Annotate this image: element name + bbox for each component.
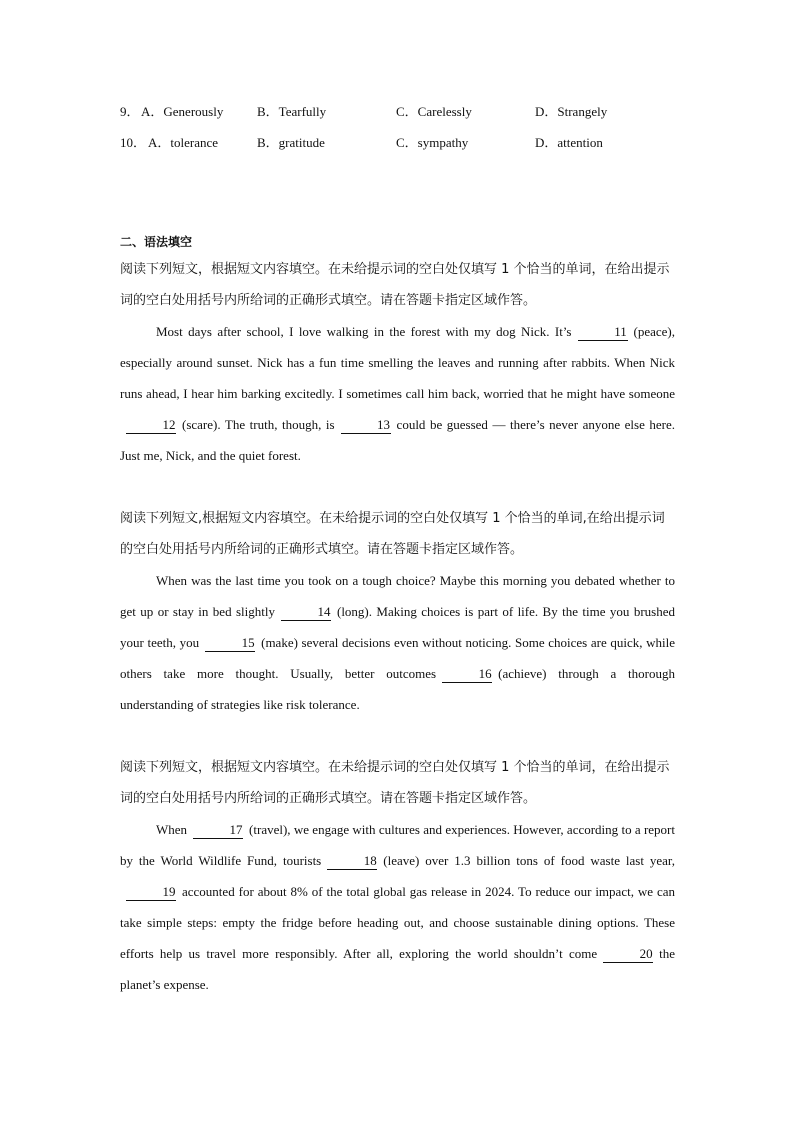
- options-row-10: [120, 133, 680, 153]
- blank-13[interactable]: 13: [341, 417, 391, 434]
- blank-12[interactable]: 12: [126, 417, 176, 434]
- passage-text: (long). Making choices is part of life. By the time you brushed your teeth, you: [120, 604, 675, 650]
- passage-text: could be guessed — there’s never anyone else here. Just me, Nick, and the quiet forest.: [120, 417, 675, 463]
- passage-text: (scare). The truth, though, is: [182, 417, 335, 432]
- passage-text: Most days after school, I love walking in the forest with my dog Nick. It’s: [156, 324, 572, 339]
- option-d: D．attention: [535, 135, 603, 150]
- blank-18[interactable]: 18: [327, 853, 377, 870]
- question-number: 9．: [120, 104, 140, 119]
- instruction-3: 阅读下列短文，根据短文内容填空。在未给提示词的空白处仅填写 1 个恰当的单词，在给出提示词的空白处用括号内所给词的正确形式填空。请在答题卡指定区域作答。: [120, 760, 670, 806]
- blank-11[interactable]: 11: [578, 324, 628, 341]
- blank-15[interactable]: 15: [205, 635, 255, 652]
- option-c: C．sympathy: [396, 135, 469, 150]
- blank-19[interactable]: 19: [126, 884, 176, 901]
- option-b: B．gratitude: [257, 135, 325, 150]
- passage-3: [120, 814, 675, 1000]
- option-d: D．Strangely: [535, 104, 608, 119]
- passage-1: [120, 316, 675, 471]
- option-a: A．tolerance: [148, 135, 219, 150]
- option-c: C．Carelessly: [396, 104, 472, 119]
- option-a: A．Generously: [141, 104, 224, 119]
- options-row-9: [120, 102, 680, 122]
- passage-text: When: [156, 822, 188, 837]
- passage-text: (leave) over 1.3 billion tons of food waste last year,: [383, 853, 675, 868]
- passage-text: (make) several decisions even without noticing. Some choices are quick, while others take more thought. Usually, better outcomes: [120, 635, 675, 681]
- question-number: 10．: [120, 135, 147, 150]
- passage-2: [120, 565, 675, 720]
- blank-16[interactable]: 16: [442, 666, 492, 683]
- blank-17[interactable]: 17: [193, 822, 243, 839]
- passage-text: (peace), especially around sunset. Nick has a fun time smelling the leaves and running after rabbits. When Nick runs ahead, I hear him barking excitedly. I sometimes call him back, worried that he might have someone: [120, 324, 675, 401]
- section-title: 二、语法填空: [120, 235, 193, 249]
- blank-20[interactable]: 20: [603, 946, 653, 963]
- option-b: B．Tearfully: [257, 104, 327, 119]
- passage-text: the planet’s expense.: [120, 946, 675, 992]
- passage-text: (travel), we engage with cultures and experiences. However, according to a report by the World Wildlife Fund, tourists: [120, 822, 675, 868]
- blank-14[interactable]: 14: [281, 604, 331, 621]
- instruction-2: 阅读下列短文,根据短文内容填空。在未给提示词的空白处仅填写 1 个恰当的单词,在给出提示词的空白处用括号内所给词的正确形式填空。请在答题卡指定区域作答。: [120, 511, 665, 557]
- passage-text: (achieve) through a thorough understanding of strategies like risk tolerance.: [120, 666, 675, 712]
- instruction-1: 阅读下列短文，根据短文内容填空。在未给提示词的空白处仅填写 1 个恰当的单词，在给出提示词的空白处用括号内所给词的正确形式填空。请在答题卡指定区域作答。: [120, 262, 670, 308]
- passage-text: accounted for about 8% of the total global gas release in 2024. To reduce our impact, we can take simple steps: empty the fridge before heading out, and choose sustainable dining options. These efforts help us travel more responsibly. After all, exploring the world shouldn’t come: [120, 884, 675, 961]
- passage-text: When was the last time you took on a tough choice? Maybe this morning you debated whether to get up or stay in bed slightly: [120, 573, 675, 619]
